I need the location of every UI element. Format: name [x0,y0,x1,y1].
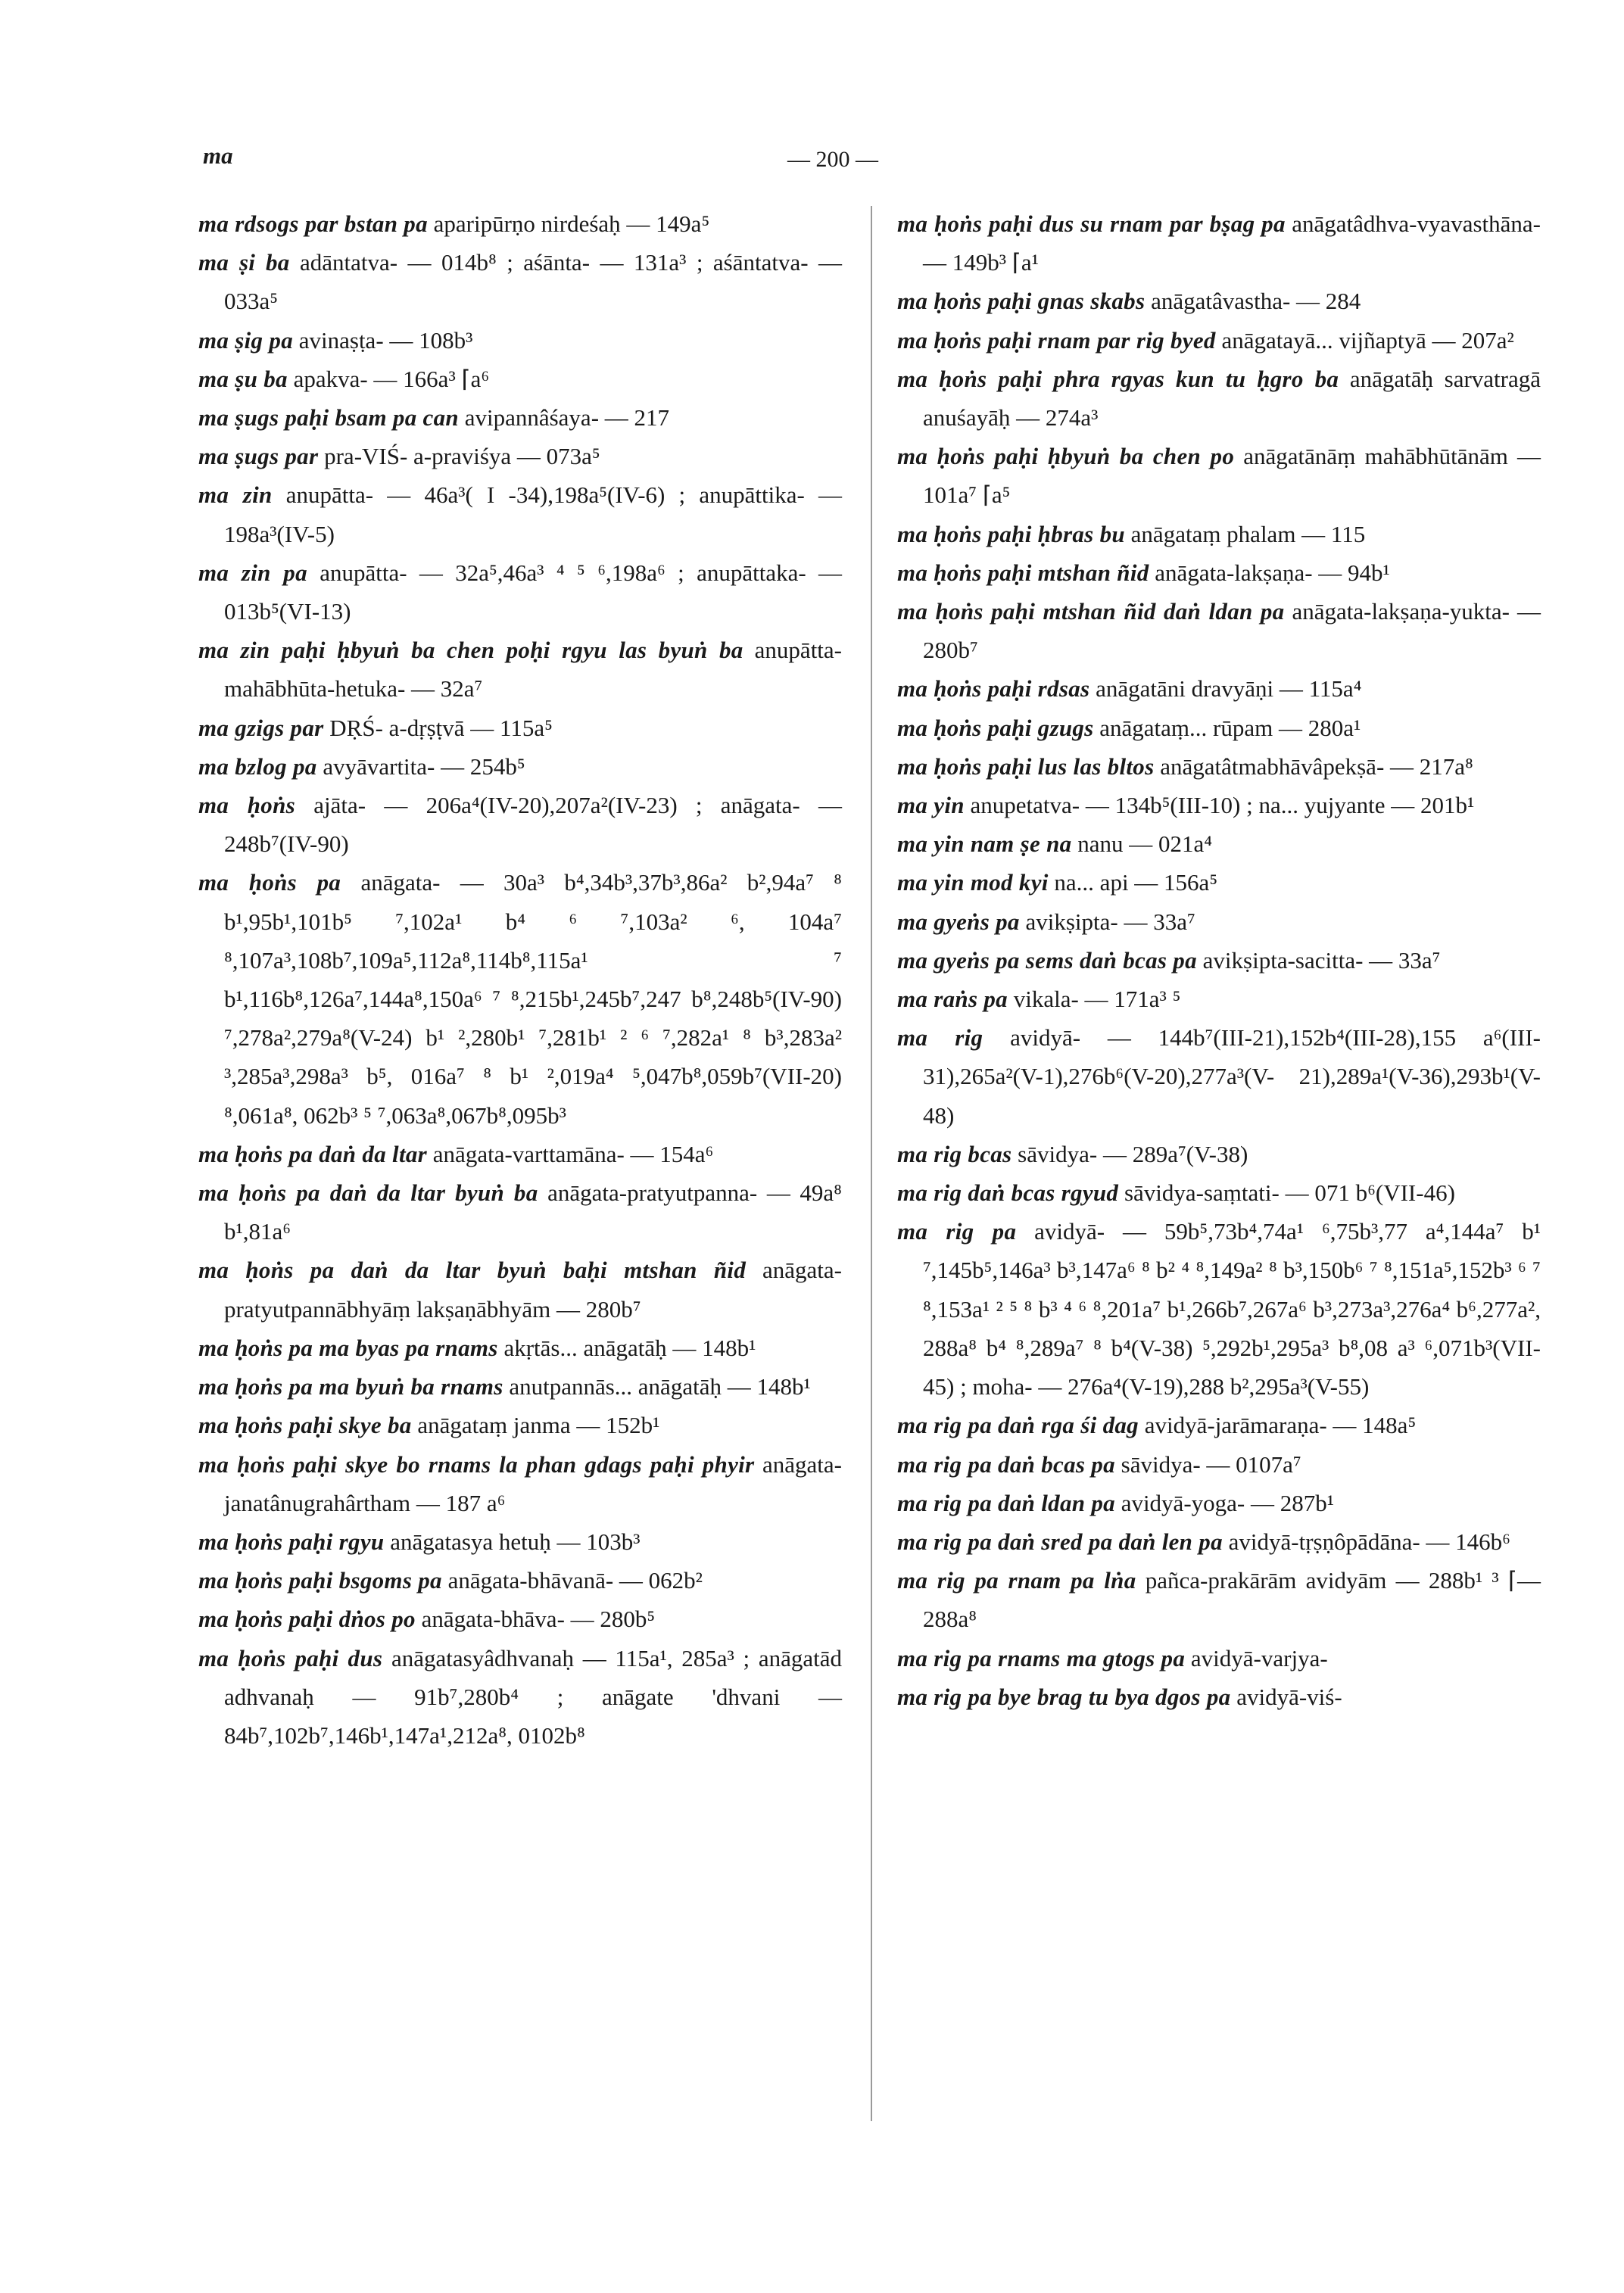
column-divider [871,206,872,2121]
entry-gloss: avikṣipta-sacitta- — 33a⁷ [1202,946,1441,974]
entry-headword: ma ḥoṅs paḥi ḥbyuṅ ba chen po [897,443,1235,470]
dictionary-entry [198,360,842,398]
entry-headword: ma ḥoṅs pa daṅ da ltar byuṅ baḥi mtshan ñid [198,1257,747,1284]
dictionary-entry [897,1173,1541,1212]
entry-headword: ma ḥoṅs pa ma byuṅ ba rnams [198,1373,503,1400]
entry-headword: ma ḥoṅs paḥi skye ba [198,1412,412,1439]
entry-gloss: anāgatâtmabhāvâpekṣā- — 217a⁸ [1160,752,1473,780]
entry-gloss: anāgata- — 30a³ b⁴,34b³,37b³,86a² b²,94a⁷ ⁸ b¹,95b¹,101b⁵ ⁷,102a¹ b⁴ ⁶ ⁷,103a² ⁶, 104a⁷ ⁸,107a³,108b⁷,109a⁵,112a⁸,114b⁸,115a¹ ⁷ b¹,116b⁸,126a⁷,144a⁸,150a⁶ ⁷ ⁸,215b¹,245b⁷,247 b⁸,248b⁵(IV-90) ⁷,278a²,279a⁸(V-24) b¹ ²,280b¹ ⁷,281b¹ ² ⁶ ⁷,282a¹ ⁸ b³,283a² ³,285a³,298a³ b⁵, 016a⁷ ⁸ b¹ ²,019a⁴ ⁵,047b⁸,059b⁷(VII-20) ⁸,061a⁸, 062b³ ⁵ ⁷,063a⁸,067b⁸,095b³ [224,869,842,1129]
entry-headword: ma rig pa daṅ rga śi dag [897,1412,1139,1439]
entry-headword: ma yin nam ṣe na [897,830,1072,858]
dictionary-entry [897,709,1541,747]
entry-gloss: anāgata-varttamāna- — 154a⁶ [432,1140,714,1167]
entry-gloss: anāgataṃ... rūpam — 280a¹ [1099,714,1361,741]
entry-gloss: akṛtās... anāgatāḥ — 148b¹ [503,1334,756,1361]
entry-headword: ma ḥoṅs paḥi dus [198,1644,383,1671]
dictionary-entry [897,1018,1541,1135]
entry-headword: ma rig pa daṅ bcas pa [897,1450,1115,1478]
entry-gloss: pañca-prakārām avidyām — 288b¹ ³ ⌈— 288a⁸ [923,1567,1541,1633]
entry-headword: ma ḥoṅs paḥi ḥbras bu [897,520,1125,547]
entry-gloss: anāgatasya hetuḥ — 103b³ [390,1528,641,1555]
dictionary-entry [198,204,842,243]
entry-gloss: avidyā- — 144b⁷(III-21),152b⁴(III-28),155 a⁶(III-31),265a²(V-1),276b⁶(V-20),277a³(V- 21),289a¹(V-36),293b¹(V-48) [923,1024,1541,1129]
entry-headword: ma ḥoṅs paḥi rnam par rig byed [897,326,1216,354]
entry-headword: ma ṣu ba [198,365,288,392]
entry-gloss: anāgata-lakṣaṇa-yukta- — 280b⁷ [923,598,1541,664]
entry-gloss: na... api — 156a⁵ [1054,869,1218,896]
entry-gloss: anāgataṃ janma — 152b¹ [417,1412,660,1439]
entry-gloss: anupātta-mahābhūta-hetuka- — 32a⁷ [224,637,842,703]
entry-gloss: avidyā-yoga- — 287b¹ [1121,1489,1335,1516]
entry-headword: ma rig pa rnam pa lṅa [897,1567,1136,1594]
entry-headword: ma gyeṅs pa sems daṅ bcas pa [897,946,1197,974]
entry-gloss: anupātta- — 32a⁵,46a³ ⁴ ⁵ ⁶,198a⁶ ; anupāttaka- — 013b⁵(VI-13) [224,559,843,625]
entry-gloss: sāvidya- — 0107a⁷ [1121,1450,1301,1478]
dictionary-entry [897,747,1541,786]
entry-headword: ma bzlog pa [198,752,317,780]
entry-gloss: avidyā-viś- [1236,1683,1342,1710]
dictionary-entry [897,1212,1541,1406]
entry-gloss: anāgataṃ phalam — 115 [1130,520,1366,547]
entry-headword: ma ḥoṅs paḥi gzugs [897,714,1094,741]
dictionary-entry [198,1367,842,1406]
dictionary-entry [897,863,1541,902]
entry-headword: ma ḥoṅs paḥi rgyu [198,1528,385,1555]
entry-gloss: pra-VIŚ- a-praviśya — 073a⁵ [324,443,600,470]
entry-headword: ma ḥoṅs paḥi rdsas [897,675,1090,703]
entry-headword: ma rig pa bye brag tu bya dgos pa [897,1683,1231,1710]
entry-gloss: anāgata-bhāvanā- — 062b² [447,1567,703,1594]
dictionary-entry [897,1678,1541,1716]
dictionary-entry [198,1561,842,1600]
entry-gloss: anāgata-pratyutpannābhyāṃ lakṣaṇābhyām — 280b⁷ [224,1257,842,1323]
dictionary-entry [198,863,842,1134]
entry-gloss: anupātta- — 46a³( I -34),198a⁵(IV-6) ; anupāttika- — 198a³(IV-5) [224,481,842,547]
entry-headword: ma rig pa [897,1218,1017,1245]
dictionary-entry [198,786,842,863]
entry-gloss: anāgatayā... vijñaptyā — 207a² [1221,326,1514,354]
entry-gloss: anāgatâvastha- — 284 [1151,288,1361,315]
entry-gloss: avinaṣṭa- — 108b³ [298,326,473,354]
entry-headword: ma ḥoṅs pa daṅ da ltar [198,1140,428,1167]
dictionary-entry [897,321,1541,360]
entry-headword: ma ṣig pa [198,326,293,354]
entry-headword: ma ḥoṅs paḥi skye bo rnams la phan gdags paḥi phyir [198,1450,755,1478]
entry-headword: ma yin mod kyi [897,869,1049,896]
dictionary-entry [897,1445,1541,1484]
dictionary-entry [198,631,842,708]
dictionary-entry [897,1484,1541,1522]
entry-headword: ma rig pa daṅ sred pa daṅ len pa [897,1528,1223,1555]
dictionary-entry [198,1135,842,1173]
entry-headword: ma ḥoṅs pa ma byas pa rnams [198,1334,498,1361]
page-number: — 200 — [787,147,878,172]
entry-headword: ma ḥoṅs paḥi bsgoms pa [198,1567,442,1594]
dictionary-entry [198,1600,842,1638]
dictionary-entry [897,204,1541,282]
dictionary-entry [198,398,842,437]
dictionary-entry [198,321,842,360]
entry-gloss: anāgatasyâdhvanaḥ — 115a¹, 285a³ ; anāgatād adhvanaḥ — 91b⁷,280b⁴ ; anāgate 'dhvani — 84b⁷,102b⁷,146b¹,147a¹,212a⁸, 0102b⁸ [224,1644,843,1749]
dictionary-entry [897,515,1541,553]
entry-gloss: anāgatāḥ sarvatragā anuśayāḥ — 274a³ [923,365,1541,431]
entry-gloss: avikṣipta- — 33a⁷ [1025,908,1195,935]
entry-gloss: avidyā-tṛṣṇôpādāna- — 146b⁶ [1228,1528,1510,1555]
left-column [198,204,842,1755]
entry-headword: ma yin [897,792,965,819]
dictionary-entry [897,360,1541,437]
dictionary-entry [198,437,842,475]
dictionary-entry [897,437,1541,514]
entry-headword: ma gyeṅs pa [897,908,1020,935]
entry-headword: ma ḥoṅs paḥi lus las bltos [897,752,1155,780]
entry-gloss: DṚŚ- a-dṛṣṭvā — 115a⁵ [329,714,553,741]
entry-gloss: ajāta- — 206a⁴(IV-20),207a²(IV-23) ; anāgata- — 248b⁷(IV-90) [224,792,843,858]
dictionary-entry [897,1522,1541,1561]
entry-gloss: avyāvartita- — 254b⁵ [323,752,525,780]
dictionary-entry [198,1639,842,1756]
entry-gloss: apakva- — 166a³ ⌈a⁶ [293,365,490,392]
dictionary-entry [198,1522,842,1561]
entry-gloss: anāgata-pratyutpanna- — 49a⁸ b¹,81a⁶ [224,1179,842,1245]
entry-gloss: anāgata-lakṣaṇa- — 94b¹ [1155,559,1390,586]
entry-headword: ma raṅs pa [897,986,1008,1013]
entry-gloss: adāntatva- — 014b⁸ ; aśānta- — 131a³ ; aśāntatva- — 033a⁵ [224,249,842,315]
entry-gloss: avidyā-varjya- [1190,1644,1328,1671]
entry-gloss: avidyā-jarāmaraṇa- — 148a⁵ [1144,1412,1417,1439]
dictionary-entry [198,709,842,747]
entry-headword: ma rig bcas [897,1140,1012,1167]
entry-gloss: anāgatâdhva-vyavasthāna- — 149b³ ⌈a¹ [923,210,1541,276]
entry-gloss: avipannâśaya- — 217 [464,404,670,431]
entry-gloss: nanu — 021a⁴ [1077,830,1213,858]
entry-headword: ma ḥoṅs [198,792,296,819]
entry-headword: ma ḥoṅs paḥi mtshan ñid daṅ ldan pa [897,598,1285,625]
entry-headword: ma zin pa [198,559,307,586]
dictionary-entry [897,1135,1541,1173]
dictionary-entry [897,786,1541,824]
entry-headword: ma rig [897,1024,983,1051]
entry-headword: ma zin paḥi ḥbyuṅ ba chen poḥi rgyu las byuṅ ba [198,637,743,664]
dictionary-entry [897,980,1541,1018]
dictionary-entry [897,592,1541,669]
dictionary-entry [198,1406,842,1444]
dictionary-entry [897,902,1541,941]
dictionary-entry [897,282,1541,320]
dictionary-entry [897,553,1541,592]
running-header-word: ma [203,142,233,169]
entry-headword: ma ḥoṅs pa [198,869,341,896]
dictionary-entry [198,747,842,786]
entry-gloss: sāvidya-saṃtati- — 071 b⁶(VII-46) [1124,1179,1455,1207]
entry-gloss: anāgata-bhāva- — 280b⁵ [421,1606,656,1633]
dictionary-entry [897,1639,1541,1678]
entry-gloss: vikala- — 171a³ ⁵ [1013,986,1181,1013]
dictionary-entry [198,475,842,553]
entry-gloss: avidyā- — 59b⁵,73b⁴,74a¹ ⁶,75b³,77 a⁴,144a⁷ b¹ ⁷,145b⁵,146a³ b³,147a⁶ ⁸ b² ⁴ ⁸,149a² ⁸ b³,150b⁶ ⁷ ⁸,151a⁵,152b³ ⁶ ⁷ ⁸,153a¹ ² ⁵ ⁸ b³ ⁴ ⁶ ⁸,201a⁷ b¹,266b⁷,267a⁶ b³,273a³,276a⁴ b⁶,277a², 288a⁸ b⁴ ⁸,289a⁷ ⁸ b⁴(V-38) ⁵,292b¹,295a³ b⁸,08 a³ ⁶,071b³(VII-45) ; moha- — 276a⁴(V-19),288 b²,295a³(V-55) [923,1218,1541,1400]
dictionary-entry [897,941,1541,980]
dictionary-entry [198,243,842,320]
entry-headword: ma ṣugs paḥi bsam pa can [198,404,459,431]
entry-headword: ma rdsogs par bstan pa [198,210,428,237]
entry-headword: ma ṣugs par [198,443,319,470]
dictionary-entry [198,1251,842,1328]
entry-headword: ma ḥoṅs paḥi mtshan ñid [897,559,1149,586]
entry-gloss: anāgatāni dravyāṇi — 115a⁴ [1096,675,1362,703]
dictionary-entry [198,1329,842,1367]
entry-headword: ma ḥoṅs paḥi phra rgyas kun tu ḥgro ba [897,365,1339,392]
entry-gloss: anupetatva- — 134b⁵(III-10) ; na... yujyante — 201b¹ [970,792,1475,819]
entry-headword: ma ḥoṅs paḥi dṅos po [198,1606,416,1633]
entry-headword: ma rig daṅ bcas rgyud [897,1179,1119,1207]
dictionary-entry [198,1445,842,1522]
dictionary-entry [198,553,842,631]
entry-gloss: sāvidya- — 289a⁷(V-38) [1018,1140,1248,1167]
right-column [897,204,1541,1716]
dictionary-entry [897,1406,1541,1444]
entry-gloss: aparipūrṇo nirdeśaḥ — 149a⁵ [433,210,710,237]
dictionary-entry [897,1561,1541,1638]
entry-headword: ma zin [198,481,273,509]
entry-headword: ma ḥoṅs paḥi dus su rnam par bṣag pa [897,210,1286,237]
entry-gloss: anāgata-janatânugrahârtham — 187 a⁶ [224,1450,842,1516]
dictionary-entry [897,669,1541,708]
entry-headword: ma rig pa rnams ma gtogs pa [897,1644,1186,1671]
entry-headword: ma ḥoṅs pa daṅ da ltar byuṅ ba [198,1179,538,1207]
entry-gloss: anāgatānāṃ mahābhūtānām — 101a⁷ ⌈a⁵ [923,443,1541,509]
entry-headword: ma ḥoṅs paḥi gnas skabs [897,288,1146,315]
entry-headword: ma ṣi ba [198,249,290,276]
dictionary-entry [897,824,1541,863]
entry-headword: ma rig pa daṅ ldan pa [897,1489,1115,1516]
dictionary-entry [198,1173,842,1251]
entry-gloss: anutpannās... anāgatāḥ — 148b¹ [509,1373,811,1400]
entry-headword: ma gzigs par [198,714,324,741]
